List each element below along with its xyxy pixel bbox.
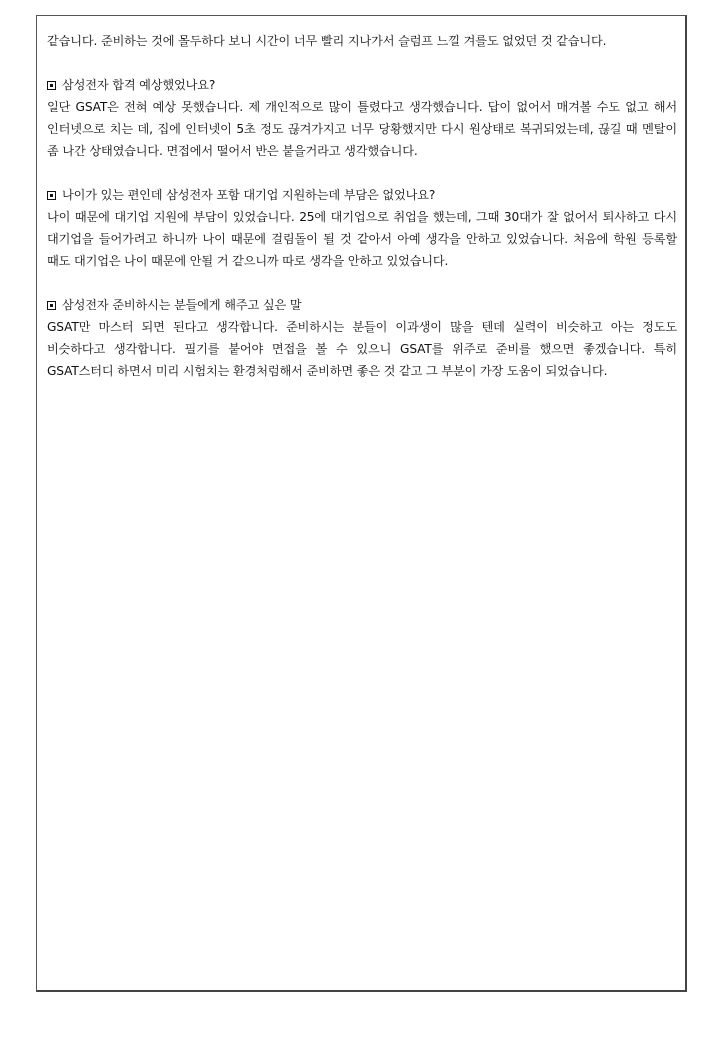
document-frame (36, 15, 687, 992)
square-bullet-icon (47, 191, 56, 200)
intro-paragraph: 같습니다. 준비하는 것에 몰두하다 보니 시간이 너무 빨리 지나가서 슬럼프 느낄 겨를도 없었던 것 같습니다. (47, 34, 607, 48)
square-bullet-icon (47, 301, 56, 310)
square-bullet-icon (47, 81, 56, 90)
question-text: 나이가 있는 편인데 삼성전자 포함 대기업 지원하는데 부담은 없었나요? (62, 188, 436, 202)
qa-section-2 (47, 184, 677, 272)
question-heading (47, 74, 677, 96)
qa-section-3 (47, 294, 677, 382)
answer-paragraph: GSAT만 마스터 되면 된다고 생각합니다. 준비하시는 분들이 이과생이 많을 텐데 실력이 비슷하고 아는 정도도 비슷하다고 생각합니다. 필기를 붙어야 면접을 볼 수 있으니 GSAT를 위주로 준비를 했으면 좋겠습니다. 특히 GSAT스터디 하면서 미리 시험치는 환경처럼해서 준비하면 좋은 것 같고 그 부분이 가장 도움이 되었습니다. (47, 320, 677, 378)
answer-paragraph: 일단 GSAT은 전혀 예상 못했습니다. 제 개인적으로 많이 틀렸다고 생각했습니다. 답이 없어서 매겨볼 수도 없고 해서 인터넷으로 치는 데, 집에 인터넷이 5초 정도 끊겨가지고 너무 당황했지만 다시 원상태로 복귀되었는데, 끊길 때 멘탈이 좀 나간 상태였습니다. 면접에서 떨어서 반은 붙을거라고 생각했습니다. (47, 100, 677, 158)
question-text: 삼성전자 준비하시는 분들에게 해주고 싶은 말 (62, 298, 302, 312)
answer-paragraph: 나이 때문에 대기업 지원에 부담이 있었습니다. 25에 대기업으로 취업을 했는데, 그때 30대가 잘 없어서 퇴사하고 다시 대기업을 들어가려고 하니까 나이 때문에 걸림돌이 될 것 같아서 아예 생각을 안하고 있었습니다. 처음에 학원 등록할 때도 대기업은 나이 때문에 안될 거 같으니까 따로 생각을 안하고 있었습니다. (47, 210, 677, 268)
document-content (47, 30, 677, 382)
question-heading (47, 184, 677, 206)
qa-section-1 (47, 74, 677, 162)
question-text: 삼성전자 합격 예상했었나요? (62, 78, 216, 92)
question-heading (47, 294, 677, 316)
